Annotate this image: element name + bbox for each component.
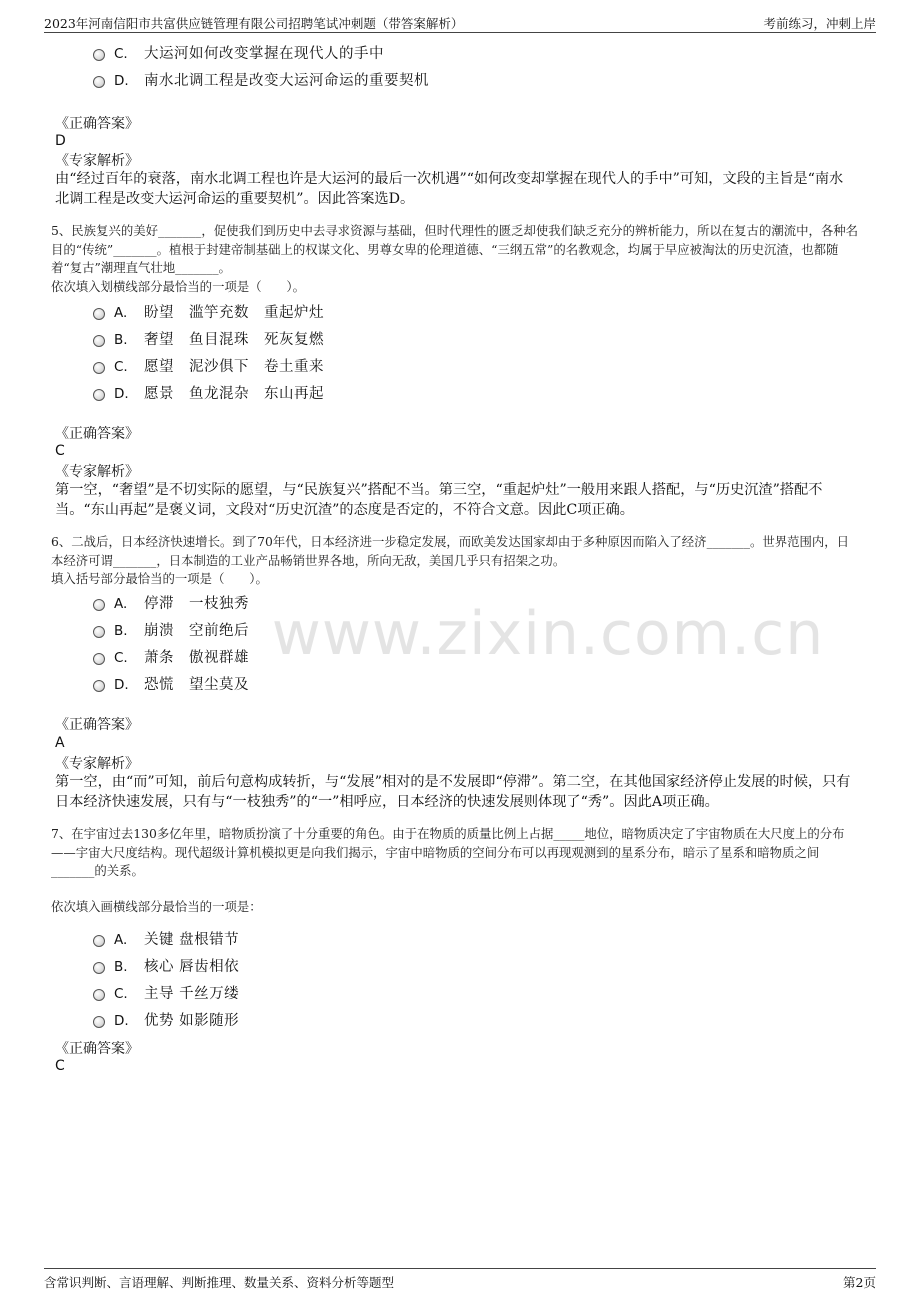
q7-answer: C: [55, 1058, 65, 1074]
header-slogan: 考前练习，冲刺上岸: [763, 16, 876, 31]
option-letter: D.: [114, 73, 129, 89]
option-letter: A.: [114, 305, 128, 321]
page-number: 第2页: [843, 1275, 876, 1290]
q6-option-a[interactable]: [93, 594, 249, 614]
radio-icon[interactable]: [93, 989, 105, 1001]
radio-icon[interactable]: [93, 1016, 105, 1028]
radio-icon[interactable]: [93, 308, 105, 320]
q6-option-d[interactable]: [93, 675, 249, 695]
q6-analysis-label: 《专家解析》: [55, 756, 139, 772]
radio-icon[interactable]: [93, 335, 105, 347]
q7-option-d[interactable]: [93, 1011, 239, 1031]
q6-stem-text: 6、二战后，日本经济快速增长。到了70年代，日本经济进一步稳定发展，而欧美发达国家却由于多种原因而陷入了经济_______。世界范围内，日本经济可谓_______，日本制造的工业产品畅销世界各地，所向无敌，美国几乎只有招架之功。: [51, 534, 850, 568]
page-footer: [44, 1268, 876, 1293]
q5-analysis: 第一空，“奢望”是不切实际的愿望，与“民族复兴”搭配不当。第三空，“重起炉灶”一般用来跟人搭配，与“历史沉渣”搭配不当。“东山再起”是褒义词，文段对“历史沉渣”的态度是否定的，不符合文意。因此C项正确。: [55, 482, 823, 518]
radio-icon[interactable]: [93, 962, 105, 974]
q7-stem: [51, 825, 861, 881]
option-letter: D.: [114, 677, 129, 693]
option-letter: D.: [114, 1013, 129, 1029]
option-text: 关键 盘根错节: [144, 932, 240, 948]
q6-analysis: 第一空，由“而”可知，前后句意构成转折，与“发展”相对的是不发展即“停滞”。第二空，在其他国家经济停止发展的时候，只有日本经济快速发展，只有与“一枝独秀”的“一”相呼应，日本经济的快速发展则体现了“秀”。因此A项正确。: [55, 774, 851, 810]
radio-icon[interactable]: [93, 362, 105, 374]
q5-answer-label: 《正确答案》: [55, 426, 139, 442]
radio-icon[interactable]: [93, 680, 105, 692]
option-letter: B.: [114, 623, 128, 639]
option-text: 盼望 滥竽充数 重起炉灶: [144, 305, 324, 321]
option-text: 停滞 一枝独秀: [144, 596, 249, 612]
q7-stem-text: 7、在宇宙过去130多亿年里，暗物质扮演了十分重要的角色。由于在物质的质量比例上占据_____地位，暗物质决定了宇宙物质在大尺度上的分布——宇宙大尺度结构。现代超级计算机模拟更是向我们揭示，宇宙中暗物质的空间分布可以再现观测到的星系分布，暗示了星系和暗物质之间_______的关系。: [51, 826, 845, 878]
q6-stem: [51, 533, 861, 589]
option-letter: C.: [114, 650, 128, 666]
q7-answer-label: 《正确答案》: [55, 1041, 139, 1057]
option-letter: C.: [114, 986, 128, 1002]
option-text: 大运河如何改变掌握在现代人的手中: [144, 46, 384, 62]
option-text: 愿望 泥沙俱下 卷土重来: [144, 359, 324, 375]
radio-icon[interactable]: [93, 653, 105, 665]
q5-stem: [51, 222, 861, 296]
option-letter: C.: [114, 46, 128, 62]
option-text: 核心 唇齿相依: [144, 959, 240, 975]
q5-analysis-label: 《专家解析》: [55, 464, 139, 480]
option-letter: B.: [114, 959, 128, 975]
q5-prompt: 依次填入划横线部分最恰当的一项是（ ）。: [51, 278, 306, 294]
option-text: 主导 千丝万缕: [144, 986, 240, 1002]
q4-option-c[interactable]: [93, 44, 384, 64]
option-text: 崩溃 空前绝后: [144, 623, 249, 639]
option-letter: B.: [114, 332, 128, 348]
footer-note: 含常识判断、言语理解、判断推理、数量关系、资料分析等题型: [44, 1275, 395, 1290]
q5-option-b[interactable]: [93, 330, 324, 350]
q6-option-c[interactable]: [93, 648, 249, 668]
option-text: 南水北调工程是改变大运河命运的重要契机: [144, 73, 429, 89]
radio-icon[interactable]: [93, 49, 105, 61]
q5-answer: C: [55, 443, 65, 459]
option-text: 萧条 傲视群雄: [144, 650, 249, 666]
q4-option-d[interactable]: [93, 71, 429, 91]
q7-option-c[interactable]: [93, 984, 239, 1004]
radio-icon[interactable]: [93, 599, 105, 611]
watermark: www.zixin.com.cn: [271, 599, 825, 669]
q5-option-a[interactable]: [93, 303, 324, 323]
q4-analysis-label: 《专家解析》: [55, 153, 139, 169]
q5-option-c[interactable]: [93, 357, 324, 377]
option-letter: A.: [114, 932, 128, 948]
q6-answer-label: 《正确答案》: [55, 717, 139, 733]
document-title: 2023年河南信阳市共富供应链管理有限公司招聘笔试冲刺题（带答案解析）: [44, 16, 464, 31]
q6-prompt: 填入括号部分最恰当的一项是（ ）。: [51, 571, 268, 586]
option-text: 恐慌 望尘莫及: [144, 677, 249, 693]
q7-option-a[interactable]: [93, 930, 239, 950]
option-letter: A.: [114, 596, 128, 612]
option-letter: D.: [114, 386, 129, 402]
option-text: 优势 如影随形: [144, 1013, 240, 1029]
option-letter: C.: [114, 359, 128, 375]
option-text: 愿景 鱼龙混杂 东山再起: [144, 386, 324, 402]
q5-option-d[interactable]: [93, 384, 324, 404]
radio-icon[interactable]: [93, 935, 105, 947]
radio-icon[interactable]: [93, 76, 105, 88]
q6-answer: A: [55, 735, 65, 751]
q6-option-b[interactable]: [93, 621, 249, 641]
option-text: 奢望 鱼目混珠 死灰复燃: [144, 332, 324, 348]
q4-answer-label: 《正确答案》: [55, 116, 139, 132]
q4-analysis: 由“经过百年的衰落，南水北调工程也许是大运河的最后一次机遇”“如何改变却掌握在现代人的手中”可知，文段的主旨是“南水北调工程是改变大运河命运的重要契机”。因此答案选D。: [55, 171, 844, 207]
q7-prompt: 依次填入画横线部分最恰当的一项是：: [51, 899, 262, 914]
q7-option-b[interactable]: [93, 957, 239, 977]
page-header: [44, 12, 876, 33]
q4-answer: D: [55, 133, 66, 149]
q5-stem-text: 5、民族复兴的美好_______，促使我们到历史中去寻求资源与基础，但时代理性的匮乏却使我们缺乏充分的辨析能力，所以在复古的潮流中，各种名目的“传统”_______。植根于封建帝制基础上的权谋文化、男尊女卑的伦理道德、“三纲五常”的名教观念，均属于早应被淘汰的历史沉渣，也都随着“复古”潮理直气壮地_______。: [51, 223, 859, 275]
radio-icon[interactable]: [93, 626, 105, 638]
radio-icon[interactable]: [93, 389, 105, 401]
